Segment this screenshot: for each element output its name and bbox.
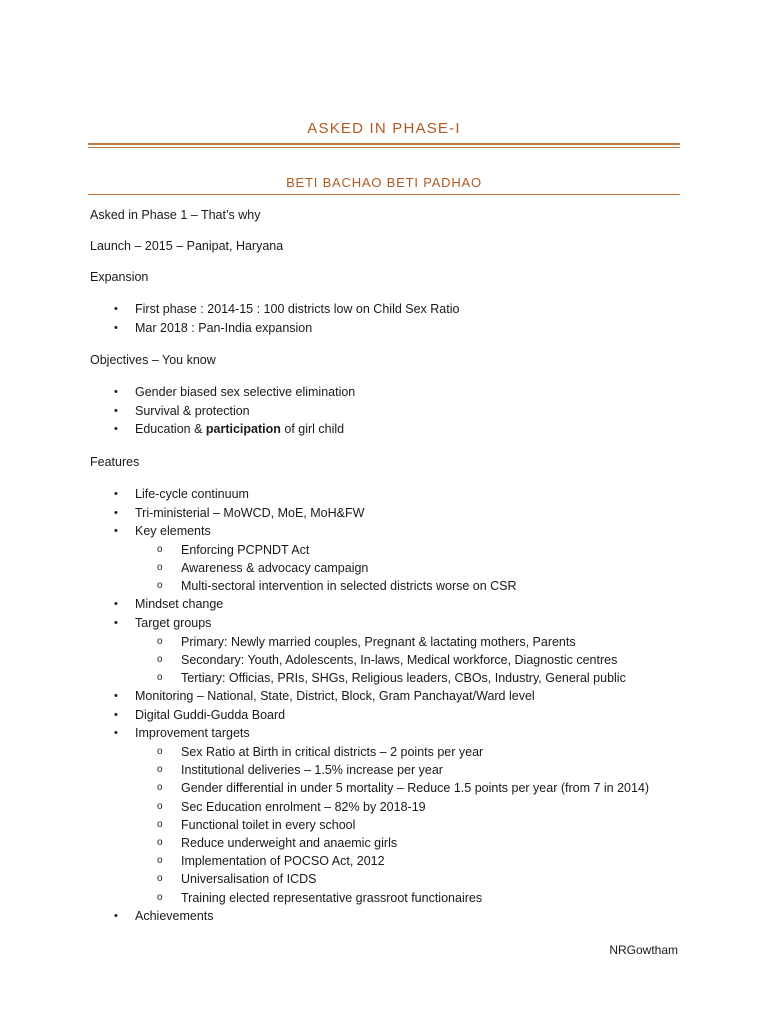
bullet-icon: •	[114, 708, 118, 721]
sub-bullet-icon: o	[157, 653, 163, 665]
footer-author: NRGowtham	[609, 943, 678, 957]
sub-list-item: o Sex Ratio at Birth in critical districts – 2 points per year	[90, 743, 690, 761]
list-item: • Digital Guddi-Gudda Board	[90, 706, 690, 725]
section-heading: BETI BACHAO BETI PADHAO	[286, 175, 482, 190]
sub-list-item: o Tertiary: Officias, PRIs, SHGs, Religious leaders, CBOs, Industry, General public	[90, 669, 690, 687]
objectives-heading: Objectives – You know	[90, 353, 216, 368]
bullet-icon: •	[114, 727, 118, 740]
sub-list-item: o Reduce underweight and anaemic girls	[90, 834, 690, 852]
sub-list-item: o Enforcing PCPNDT Act	[90, 541, 690, 559]
page-title: ASKED IN PHASE-I	[307, 120, 461, 137]
sub-bullet-icon: o	[157, 782, 163, 794]
bullet-icon: •	[114, 487, 118, 500]
bullet-icon: •	[114, 506, 118, 519]
sub-bullet-icon: o	[157, 543, 163, 555]
list-item: • Improvement targets	[90, 724, 690, 743]
sub-list-item: o Implementation of POCSO Act, 2012	[90, 852, 690, 870]
sub-list-item: o Primary: Newly married couples, Pregnant & lactating mothers, Parents	[90, 633, 690, 651]
list-item: • Mindset change	[90, 595, 690, 614]
emphasis-text: participation	[205, 422, 281, 437]
sub-bullet-icon: o	[157, 800, 163, 812]
list-item: • Target groups	[90, 614, 690, 633]
bullet-icon: •	[114, 303, 118, 315]
list-item: • Life-cycle continuum	[90, 485, 690, 504]
launch-line: Launch – 2015 – Panipat, Haryana	[90, 239, 284, 253]
bullet-icon: •	[114, 423, 118, 436]
sub-list-item: o Secondary: Youth, Adolescents, In-laws, Medical workforce, Diagnostic centres	[90, 651, 690, 669]
sub-bullet-icon: o	[157, 873, 163, 885]
list-item: • Tri-ministerial – MoWCD, MoE, MoH&FW	[90, 504, 690, 523]
list-item: • Mar 2018 : Pan-India expansion	[90, 319, 690, 338]
sub-bullet-icon: o	[157, 635, 163, 647]
intro-line: Asked in Phase 1 – That’s why	[90, 208, 261, 222]
list-item: • Key elements	[90, 522, 690, 541]
features-heading: Features	[90, 454, 140, 469]
sub-bullet-icon: o	[157, 818, 163, 830]
bullet-icon: •	[114, 404, 118, 417]
bullet-icon: •	[114, 616, 118, 629]
bullet-icon: •	[114, 525, 118, 538]
bullet-icon: •	[114, 690, 118, 703]
list-item: • Monitoring – National, State, District, Block, Gram Panchayat/Ward level	[90, 687, 690, 706]
sub-list-item: o Awareness & advocacy campaign	[90, 559, 690, 577]
title-double-rule	[88, 143, 680, 148]
sub-list-item: o Gender differential in under 5 mortality – Reduce 1.5 points per year (from 7 in 2014)	[90, 779, 690, 797]
sub-list-item: o Institutional deliveries – 1.5% increase per year	[90, 761, 690, 779]
bullet-icon: •	[114, 598, 118, 611]
list-item: • Achievements	[90, 907, 690, 926]
sub-list-item: o Training elected representative grassroot functionaires	[90, 889, 690, 907]
section-rule	[88, 194, 680, 195]
sub-bullet-icon: o	[157, 671, 163, 683]
bullet-icon: •	[114, 321, 118, 334]
sub-bullet-icon: o	[157, 745, 163, 757]
sub-list-item: o Universalisation of ICDS	[90, 870, 690, 888]
bullet-icon: •	[114, 909, 118, 922]
sub-list-item: o Sec Education enrolment – 82% by 2018-19	[90, 798, 690, 816]
list-item: • Gender biased sex selective elimination	[90, 383, 690, 402]
expansion-heading: Expansion	[90, 270, 149, 284]
sub-bullet-icon: o	[157, 855, 163, 867]
sub-bullet-icon: o	[157, 836, 163, 848]
sub-list-item: o Multi-sectoral intervention in selected districts worse on CSR	[90, 577, 690, 595]
list-item: • Education & participation of girl child	[90, 420, 690, 439]
sub-list-item: o Functional toilet in every school	[90, 816, 690, 834]
sub-bullet-icon: o	[157, 891, 163, 903]
sub-bullet-icon: o	[157, 580, 163, 592]
sub-bullet-icon: o	[157, 561, 163, 573]
sub-bullet-icon: o	[157, 764, 163, 776]
document-body	[90, 207, 690, 925]
list-item: • Survival & protection	[90, 402, 690, 421]
list-item: • First phase : 2014-15 : 100 districts low on Child Sex Ratio	[90, 300, 690, 319]
bullet-icon: •	[114, 386, 118, 399]
